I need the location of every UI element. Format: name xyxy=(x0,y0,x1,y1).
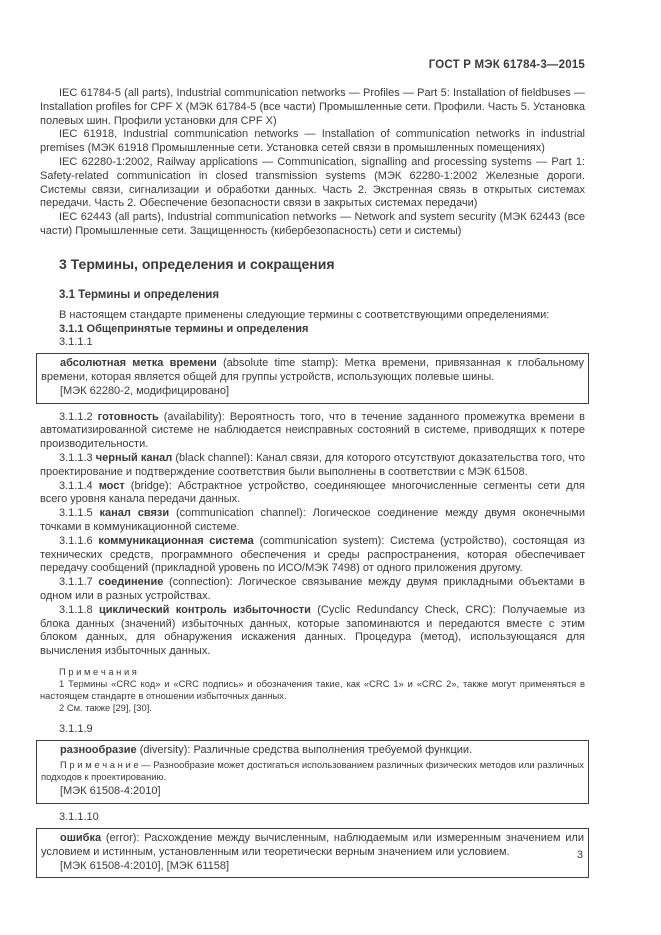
term-name: ошибка xyxy=(60,832,102,845)
term-number: 3.1.1.2 xyxy=(59,410,98,423)
term-paragraph xyxy=(40,535,585,576)
note-item: 2 См. также [29], [30]. xyxy=(59,701,152,713)
term-definition: (communication system): Система (устройство), состоящая из технических средств, программного обеспечения и среды распространения, которая обеспечивает передачу сообщений (прикладной уровень по ИСО/МЭК 7498) от одного приложения другому. xyxy=(40,534,585,575)
term-paragraph xyxy=(40,452,585,480)
term-name: готовность xyxy=(97,410,159,423)
definition-note: П р и м е ч а н и е — Разнообразие может достигаться использованием различных физических методов или различных подходов к проектированию. xyxy=(41,759,584,783)
term-name: абсолютная метка времени xyxy=(60,357,217,370)
page-number: 3 xyxy=(576,849,583,861)
term-paragraph xyxy=(40,411,585,452)
notes-label: П р и м е ч а н и я xyxy=(59,665,137,677)
term-number: 3.1.1.4 xyxy=(59,479,99,492)
term-definition: (diversity): Различные средства выполнения требуемой функции. xyxy=(136,743,473,756)
page-content xyxy=(40,0,585,885)
reference-paragraph: IEC 62443 (all parts), Industrial communication networks — Network and system security (МЭК 62443 (все части) Промышленные сети. Защищенность (кибербезопасность) сети и системы) xyxy=(40,211,585,237)
notes-block xyxy=(40,666,585,714)
term-number-line: 3.1.1.1 xyxy=(59,336,93,349)
definition-text xyxy=(41,832,584,860)
document-code-header: ГОСТ Р МЭК 61784-3—2015 xyxy=(428,59,585,71)
citation-line: [МЭК 61508-4:2010], [МЭК 61158] xyxy=(60,859,230,872)
term-name: канал связи xyxy=(99,507,170,520)
references-block xyxy=(40,87,585,239)
term-definition: (error): Расхождение между вычисленным, наблюдаемым или измеренным значением или условием и истинным, установленным или теоретически верным значением или условием. xyxy=(41,832,584,858)
reference-paragraph: IEC 61784-5 (all parts), Industrial communication networks — Profiles — Part 5: Installation of fieldbuses — Installation profiles for CPF X (МЭК 61784-5 (все части) Промышленные сети. Профили. Часть 5. Установка полевых шин. Профили установки для CPF X) xyxy=(40,87,585,127)
term-name: черный канал xyxy=(95,451,173,464)
section-title: 3 Термины, определения и сокращения xyxy=(59,255,335,272)
note-item: 1 Термины «CRC код» и «CRC подпись» и обозначения такие, как «CRC 1» и «CRC 2», также могут применяться в настоящем стандарте в отношении избыточных данных. xyxy=(40,677,585,701)
term-name: циклический контроль избыточности xyxy=(99,603,311,616)
term-name: разнообразие xyxy=(60,743,137,756)
intro-paragraph: В настоящем стандарте применены следующие термины с соответствующими определениями: xyxy=(59,308,550,321)
term-name: коммуникационная система xyxy=(98,534,254,547)
definition-box-diversity xyxy=(36,740,589,805)
term-paragraph xyxy=(40,480,585,508)
term-paragraph xyxy=(40,604,585,659)
definition-text xyxy=(41,744,584,758)
reference-paragraph: IEC 61918, Industrial communication networks — Installation of communication networks in industrial premises (МЭК 61918 Промышленные сети. Установка сетей связи в промышленных помещениях) xyxy=(40,128,585,155)
term-name: мост xyxy=(98,479,125,492)
term-number-line: 3.1.1.10 xyxy=(59,811,99,824)
citation-line: [МЭК 61508-4:2010] xyxy=(60,785,161,798)
term-number-line: 3.1.1.9 xyxy=(59,722,93,735)
definition-box-error xyxy=(36,828,589,878)
term-number: 3.1.1.7 xyxy=(59,576,99,589)
term-definition: (communication channel): Логическое соединение между двумя оконечными точками в коммуникационной системе. xyxy=(40,507,585,533)
term-paragraph xyxy=(40,576,585,604)
term-definition: (absolute time stamp): Метка времени, привязанная к глобальному времени, которая является общей для группы устройств, использующих полевые шины. xyxy=(41,357,584,383)
term-number: 3.1.1.8 xyxy=(59,603,99,616)
term-definition: (availability): Вероятность того, что в течение заданного промежутка времени в автоматизированной системе не наблюдается неисправных состояний в системе, приводящих к потере производительности. xyxy=(40,410,585,451)
term-definition: (connection): Логическое связывание между двумя прикладными объектами в одном или в разных устройствах. xyxy=(40,576,585,602)
subsubsection-title: 3.1.1 Общепринятые термины и определения xyxy=(59,322,309,335)
term-name: соединение xyxy=(98,576,164,589)
term-number: 3.1.1.6 xyxy=(59,534,99,547)
citation-line: [МЭК 62280-2, модифицировано] xyxy=(60,384,230,397)
term-number: 3.1.1.5 xyxy=(59,507,100,520)
reference-paragraph: IEC 62280-1:2002, Railway applications — Communication, signalling and processing systems — Part 1: Safety-related communication in closed transmission systems (МЭК 62280-1:2002 Железные дороги. Системы связи, сигнализации и обработки данных. Часть 2. Экстренная связь в открытых системах передачи. Часть 2. Обеспечение безопасности связи в закрытых системах передачи) xyxy=(40,155,585,210)
term-number: 3.1.1.3 xyxy=(59,451,96,464)
definition-text xyxy=(41,357,584,385)
term-paragraph xyxy=(40,507,585,535)
term-definition: (Cyclic Redundancy Check, CRC): Получаемые из блока данных (значений) избыточных данных, которые запоминаются и передаются вместе с этим блоком данных, для обнаружения искажения данных. Процедура (метод), использующаяся для вычисления избыточных данных. xyxy=(40,603,586,658)
definition-box-absolute-time-stamp xyxy=(36,353,589,403)
subsection-title: 3.1 Термины и определения xyxy=(59,288,220,301)
term-definition: (black channel): Канал связи, для которого отсутствуют доказательства того, что проектирование и подтверждение соответствия были выполнены в соответствии с МЭК 61508. xyxy=(40,451,585,478)
term-definition: (bridge): Абстрактное устройство, соединяющее многочисленные сегменты сети для всего уровня канала передачи данных. xyxy=(40,479,586,506)
